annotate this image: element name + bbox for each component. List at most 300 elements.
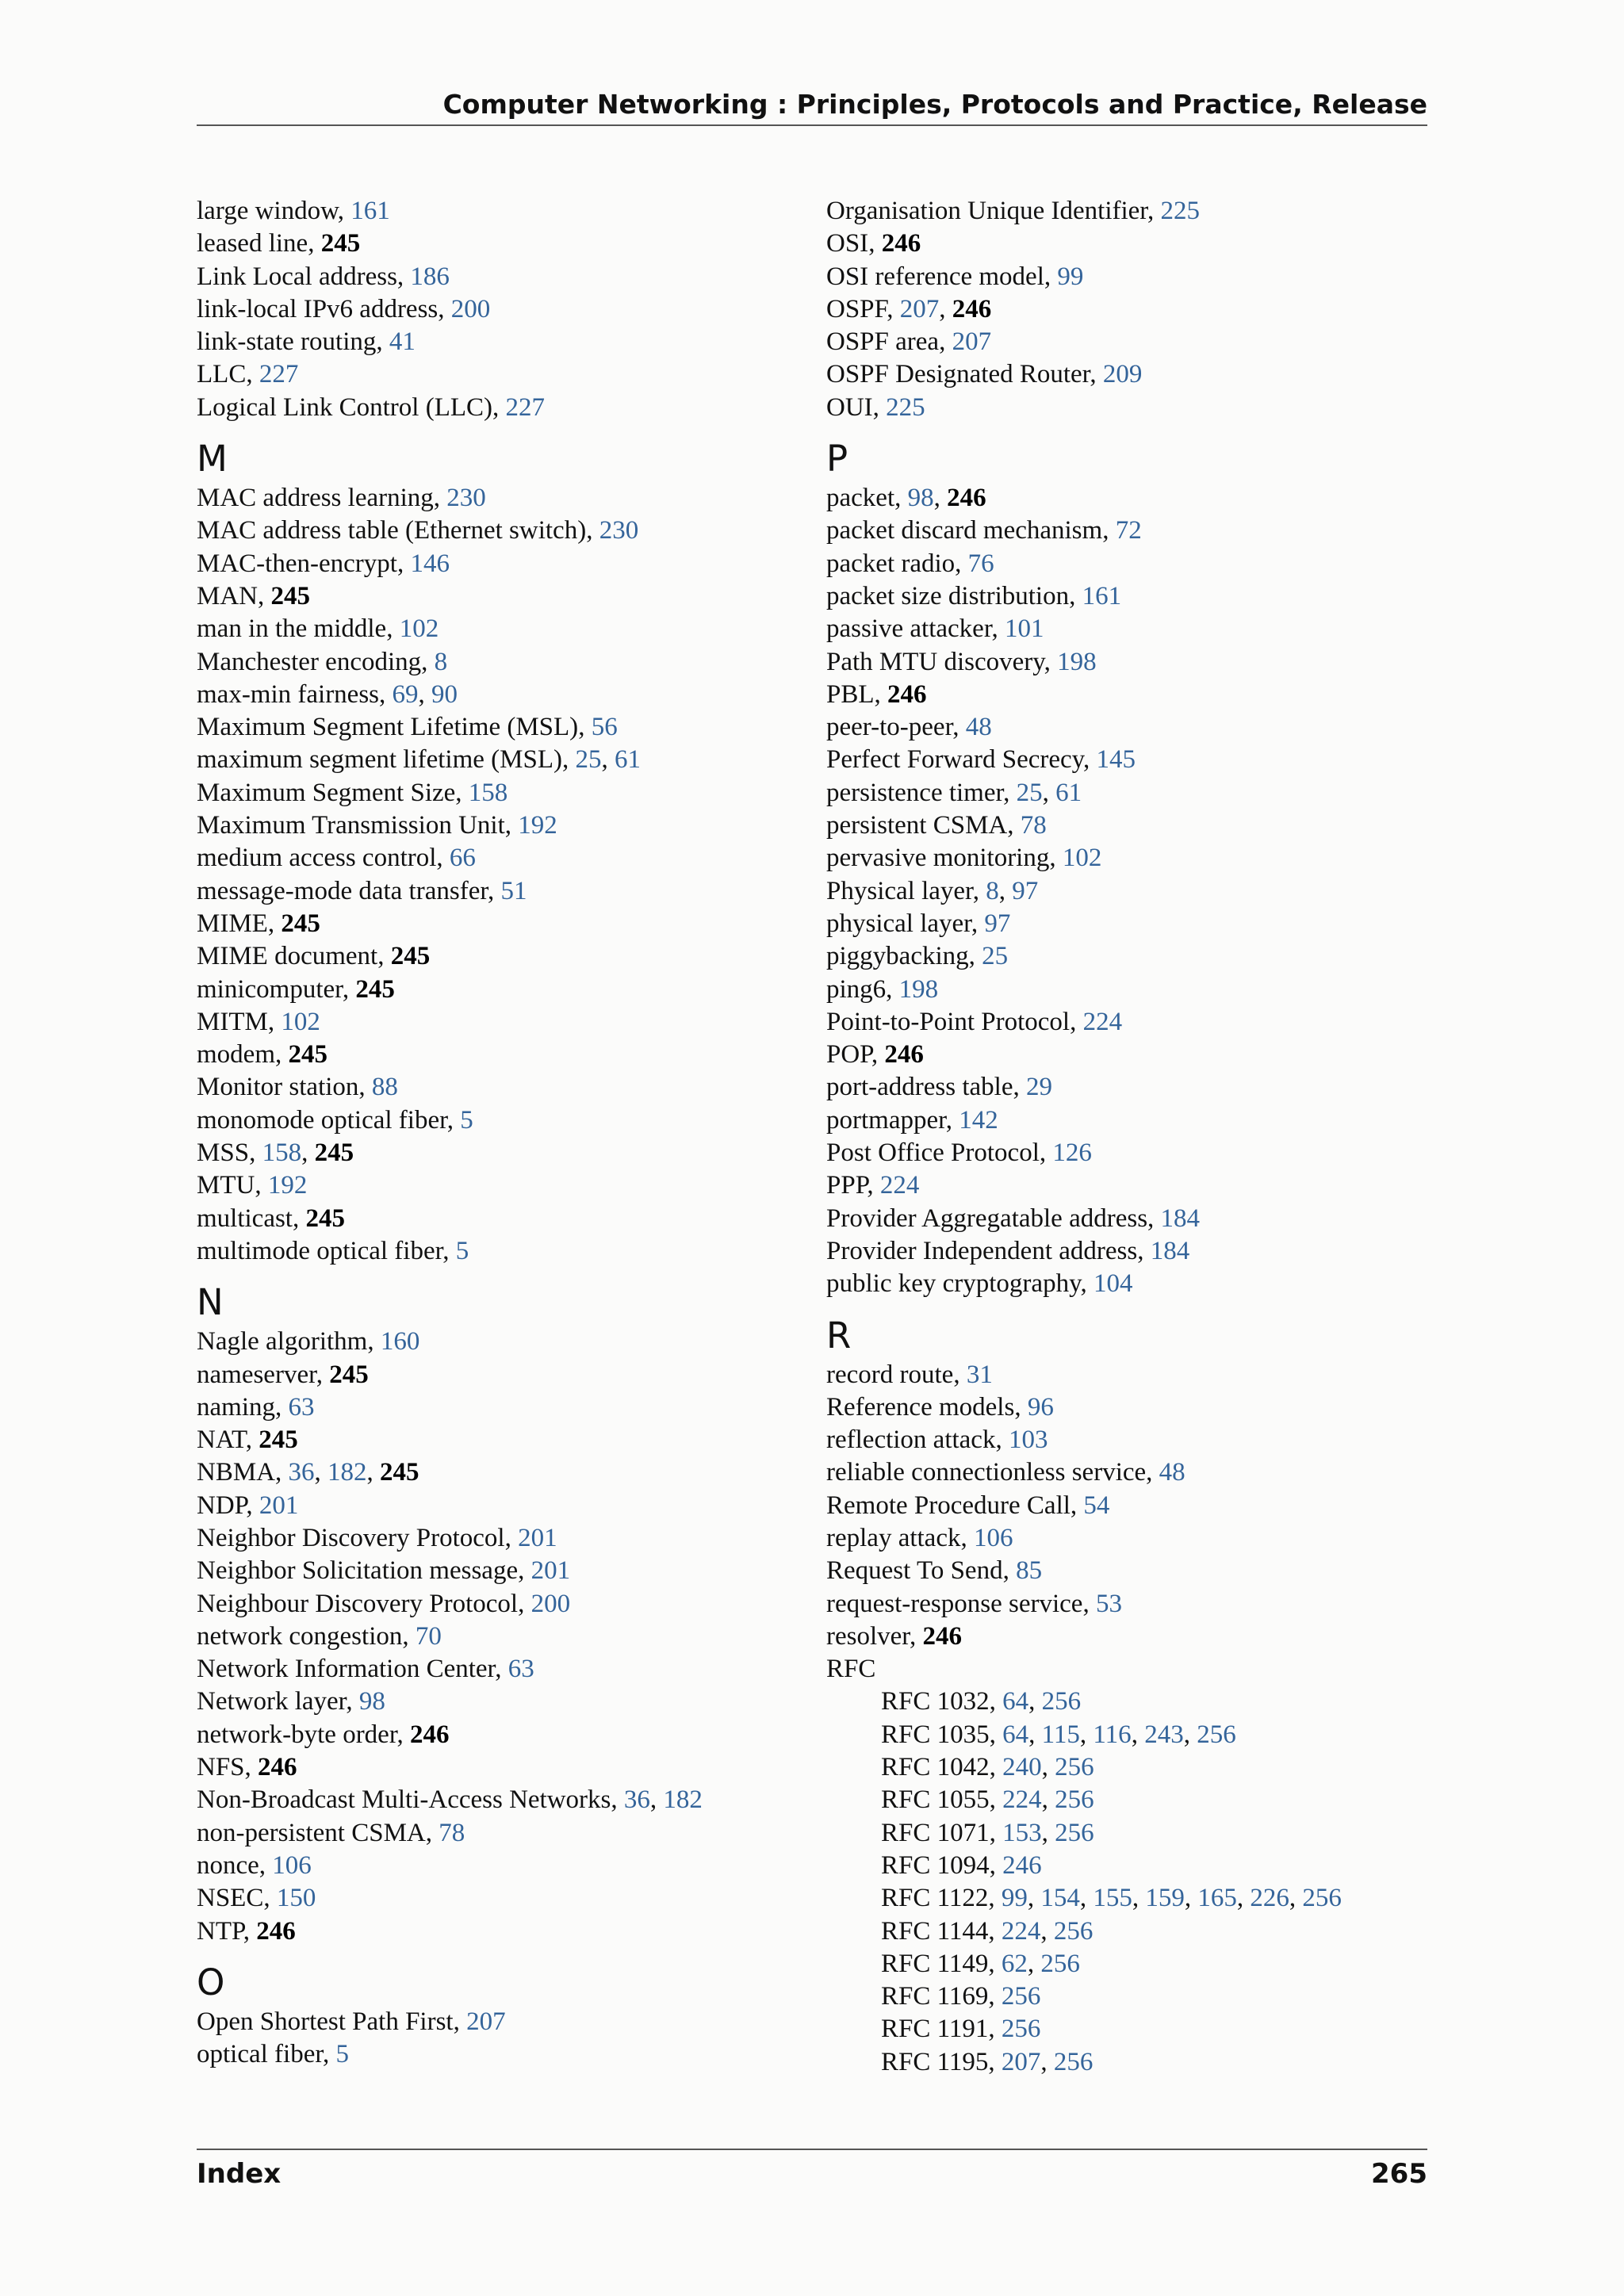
index-entry: physical layer, 97	[826, 909, 1011, 938]
index-term: link-local IPv6 address	[197, 294, 439, 323]
page-reference-link[interactable]: 5	[335, 2040, 350, 2069]
index-term: optical fiber	[197, 2040, 324, 2069]
page-reference-link[interactable]: 165	[1197, 1884, 1237, 1913]
page-reference-link[interactable]: 154	[1040, 1884, 1080, 1913]
index-term: pervasive monitoring	[826, 844, 1050, 873]
index-entry: non-persistent CSMA, 78	[197, 1818, 465, 1847]
page-reference-link[interactable]: 97	[984, 909, 1011, 938]
index-letter-heading: P	[826, 438, 848, 480]
page-reference-link[interactable]: 225	[1160, 197, 1200, 225]
page-reference-link[interactable]: 224	[1082, 1007, 1123, 1036]
index-term: Perfect Forward Secrecy	[826, 745, 1084, 775]
index-term: packet discard mechanism	[826, 516, 1103, 545]
index-term: OSPF	[826, 294, 887, 323]
index-entry: Provider Aggregatable address, 184	[826, 1203, 1201, 1233]
index-entry: Provider Independent address, 184	[826, 1236, 1190, 1265]
index-term: RFC 1032	[881, 1687, 990, 1716]
index-term: Provider Aggregatable address	[826, 1203, 1148, 1233]
page-reference-link: 246	[884, 1040, 924, 1070]
page-reference-link[interactable]: 76	[967, 549, 994, 578]
index-term: Link Local address	[197, 262, 397, 291]
page-reference-link[interactable]: 186	[410, 262, 450, 291]
page-reference-link: 246	[922, 1621, 962, 1651]
page-reference-link: 245	[281, 909, 320, 938]
page-footer	[197, 2149, 1427, 2190]
index-entry: Link Local address, 186	[197, 262, 450, 291]
index-entry: Neighbor Discovery Protocol, 201	[197, 1523, 557, 1552]
page-reference-link[interactable]: 240	[1002, 1753, 1042, 1782]
page-reference-link: 245	[270, 581, 311, 610]
page-reference-link[interactable]: 126	[1052, 1138, 1092, 1168]
page-reference-link[interactable]: 200	[450, 294, 491, 323]
page-reference-link[interactable]: 201	[530, 1556, 571, 1586]
page-reference-link[interactable]: 99	[1057, 262, 1084, 291]
index-entry: POP, 246	[826, 1040, 924, 1070]
index-entry: nameserver, 245	[197, 1360, 369, 1389]
index-entry: NSEC, 150	[197, 1884, 316, 1913]
index-entry: network congestion, 70	[197, 1621, 442, 1651]
index-term: RFC 1042	[881, 1753, 990, 1782]
page-reference-link[interactable]: 256	[1055, 1818, 1094, 1847]
index-entry: Reference models, 96	[826, 1392, 1054, 1422]
index-entry: MIME, 245	[197, 909, 320, 938]
index-term: RFC 1169	[881, 1982, 989, 2011]
index-term: replay attack	[826, 1523, 961, 1552]
index-subentry: RFC 1122, 99, 154, 155, 159, 165, 226, 256	[881, 1884, 1342, 1913]
index-term: Request To Send	[826, 1556, 1003, 1586]
index-entry: multicast, 245	[197, 1203, 345, 1233]
index-term: Remote Procedure Call	[826, 1490, 1071, 1520]
index-term: RFC 1035	[881, 1720, 990, 1749]
index-term: Nagle algorithm	[197, 1327, 368, 1357]
page-reference-link[interactable]: 198	[898, 974, 939, 1004]
index-term: packet radio	[826, 549, 956, 578]
page-reference-link[interactable]: 72	[1115, 516, 1142, 545]
index-term: Post Office Protocol	[826, 1138, 1040, 1168]
index-entry: Logical Link Control (LLC), 227	[197, 392, 546, 422]
index-term: naming	[197, 1392, 275, 1422]
index-entry: max-min fairness, 69, 90	[197, 679, 458, 709]
page-reference-link[interactable]: 150	[276, 1884, 316, 1913]
index-term: NBMA	[197, 1458, 276, 1487]
index-term: MITM	[197, 1007, 268, 1036]
index-term: RFC 1191	[881, 2015, 989, 2044]
page-reference-link[interactable]: 69	[392, 679, 419, 709]
index-term: medium access control	[197, 844, 437, 873]
index-entry: NDP, 201	[197, 1490, 299, 1520]
index-term: leased line	[197, 229, 308, 258]
page-reference-link[interactable]: 207	[466, 2007, 506, 2036]
index-term: maximum segment lifetime (MSL)	[197, 745, 563, 775]
index-term: record route	[826, 1360, 954, 1389]
index-term: packet	[826, 484, 895, 513]
index-entry: persistent CSMA, 78	[826, 811, 1047, 840]
index-entry: Path MTU discovery, 198	[826, 647, 1097, 676]
page-reference-link: 245	[314, 1138, 354, 1168]
page-reference-link[interactable]: 102	[281, 1007, 320, 1036]
page-reference-link[interactable]: 256	[1040, 1949, 1080, 1978]
index-entry: naming, 63	[197, 1392, 315, 1422]
page-reference-link[interactable]: 243	[1144, 1720, 1184, 1749]
page-reference-link: 246	[258, 1753, 297, 1782]
index-term: RFC 1071	[881, 1818, 990, 1847]
page-reference-link[interactable]: 224	[1002, 1785, 1042, 1815]
index-term: nameserver	[197, 1360, 316, 1389]
page-reference-link[interactable]: 256	[1001, 2015, 1041, 2044]
page-reference-link[interactable]: 98	[907, 484, 934, 513]
index-term: RFC 1149	[881, 1949, 989, 1978]
page-reference-link[interactable]: 153	[1002, 1818, 1042, 1847]
page-reference-link[interactable]: 192	[518, 811, 557, 840]
page-reference-link[interactable]: 182	[663, 1785, 703, 1815]
page-reference-link[interactable]: 256	[1041, 1687, 1082, 1716]
page-reference-link: 245	[355, 974, 395, 1004]
index-term: Path MTU discovery	[826, 647, 1044, 676]
page-reference-link: 245	[329, 1360, 369, 1389]
index-term: Maximum Segment Lifetime (MSL)	[197, 713, 579, 742]
index-entry: monomode optical fiber, 5	[197, 1105, 473, 1135]
index-entry	[826, 1653, 1429, 1686]
index-entry: multimode optical fiber, 5	[197, 1236, 469, 1265]
index-entry: record route, 31	[826, 1360, 993, 1389]
index-entry: Non-Broadcast Multi-Access Networks, 36, 182	[197, 1785, 703, 1815]
index-entry: MAC-then-encrypt, 146	[197, 549, 450, 578]
page-reference-link[interactable]: 227	[505, 392, 546, 422]
index-term: max-min fairness	[197, 679, 380, 709]
index-term: Open Shortest Path First	[197, 2007, 454, 2036]
page-reference-link[interactable]: 192	[267, 1171, 308, 1200]
page-reference-link[interactable]: 256	[1197, 1720, 1236, 1749]
index-entry: man in the middle, 102	[197, 614, 439, 644]
index-term: RFC 1122	[881, 1884, 989, 1913]
page-reference-link[interactable]: 198	[1057, 647, 1097, 676]
index-subentry: RFC 1195, 207, 256	[881, 2047, 1094, 2076]
index-term: OSPF Designated Router	[826, 360, 1090, 389]
index-entry: reflection attack, 103	[826, 1425, 1048, 1455]
index-term: LLC	[197, 360, 247, 389]
index-entry: ping6, 198	[826, 974, 939, 1004]
index-term: request-response service	[826, 1589, 1083, 1618]
page-reference-link[interactable]: 64	[1002, 1687, 1029, 1716]
index-term: MAC address learning	[197, 484, 434, 513]
page-reference-link[interactable]: 207	[1001, 2047, 1041, 2076]
page-reference-link[interactable]: 161	[1082, 581, 1122, 610]
index-entry: pervasive monitoring, 102	[826, 844, 1102, 873]
index-entry: passive attacker, 101	[826, 614, 1044, 644]
page-reference-link[interactable]: 182	[327, 1458, 367, 1487]
page-reference-link[interactable]: 256	[1001, 1982, 1041, 2011]
index-term: nonce	[197, 1850, 259, 1880]
index-entry: Organisation Unique Identifier, 225	[826, 197, 1200, 225]
index-subentry: RFC 1094, 246	[881, 1850, 1042, 1880]
index-entry: port-address table, 29	[826, 1073, 1052, 1102]
page-reference-link[interactable]: 102	[399, 614, 439, 644]
page-reference-link[interactable]: 63	[508, 1655, 534, 1684]
index-term: NDP	[197, 1490, 247, 1520]
page-reference-link[interactable]: 96	[1027, 1392, 1054, 1422]
index-entry: Physical layer, 8, 97	[826, 876, 1039, 905]
index-entry: nonce, 106	[197, 1850, 312, 1880]
index-entry: packet, 98, 246	[826, 484, 986, 513]
page-reference-link[interactable]: 56	[591, 713, 618, 742]
page-reference-link[interactable]: 88	[371, 1073, 398, 1102]
index-entry: MSS, 158, 245	[197, 1138, 354, 1168]
page-reference-link[interactable]: 78	[1020, 811, 1047, 840]
index-letter-heading: N	[197, 1281, 224, 1324]
page-reference-link[interactable]: 64	[1002, 1720, 1029, 1749]
page-reference-link[interactable]: 36	[623, 1785, 650, 1815]
page-reference-link[interactable]: 246	[1002, 1850, 1042, 1880]
index-subentry: RFC 1055, 224, 256	[881, 1785, 1094, 1815]
page-reference-link: 246	[881, 229, 921, 258]
page-reference-link[interactable]: 85	[1016, 1556, 1043, 1586]
page-reference-link[interactable]: 256	[1053, 1916, 1094, 1946]
page-reference-link[interactable]: 116	[1093, 1720, 1132, 1749]
page-reference-link[interactable]: 184	[1150, 1236, 1190, 1265]
page-reference-link[interactable]: 158	[262, 1138, 302, 1168]
index-term: OSPF area	[826, 327, 940, 357]
page-reference-link[interactable]: 161	[350, 197, 390, 225]
page-reference-link[interactable]: 207	[952, 327, 992, 357]
index-entry: maximum segment lifetime (MSL), 25, 61	[197, 745, 642, 775]
page-reference-link: 246	[887, 679, 927, 709]
index-term: multicast	[197, 1203, 293, 1233]
page-reference-link[interactable]: 102	[1062, 844, 1102, 873]
page-reference-link[interactable]: 106	[973, 1523, 1013, 1552]
page-reference-link[interactable]: 70	[415, 1621, 442, 1651]
index-term: PBL	[826, 679, 875, 709]
page-reference-link[interactable]: 224	[879, 1171, 920, 1200]
page-reference-link[interactable]: 225	[886, 392, 925, 422]
index-term: non-persistent CSMA	[197, 1818, 426, 1847]
index-term: ping6	[826, 974, 887, 1004]
index-term: MIME	[197, 909, 268, 938]
page-reference-link[interactable]: 201	[259, 1490, 299, 1520]
index-entry: PBL, 246	[826, 679, 927, 709]
index-term: large window	[197, 197, 338, 225]
index-term: MAC address table (Ethernet switch)	[197, 516, 587, 545]
index-entry: LLC, 227	[197, 360, 299, 389]
page-reference-link[interactable]: 61	[615, 745, 642, 775]
index-letter-heading: O	[197, 1961, 225, 2003]
page-reference-link[interactable]: 230	[599, 516, 639, 545]
page-reference-link: 245	[288, 1040, 327, 1070]
page-reference-link[interactable]: 25	[1016, 778, 1043, 807]
page-reference-link[interactable]: 146	[410, 549, 450, 578]
index-entry: resolver, 246	[826, 1621, 962, 1651]
page-reference-link[interactable]: 227	[259, 360, 299, 389]
page-reference-link[interactable]: 54	[1083, 1490, 1110, 1520]
page-reference-link[interactable]: 8	[434, 647, 448, 676]
index-subentry: RFC 1035, 64, 115, 116, 243, 256	[881, 1720, 1236, 1749]
index-entry: Point-to-Point Protocol, 224	[826, 1007, 1123, 1036]
index-entry: NAT, 245	[197, 1425, 298, 1455]
index-entry: packet size distribution, 161	[826, 581, 1122, 610]
index-term: minicomputer	[197, 974, 343, 1004]
footer-section-label: Index	[197, 2158, 282, 2190]
page-reference-link[interactable]: 155	[1093, 1884, 1132, 1913]
index-entry: medium access control, 66	[197, 844, 476, 873]
index-entry: packet discard mechanism, 72	[826, 516, 1142, 545]
index-entry: reliable connectionless service, 48	[826, 1458, 1185, 1487]
index-entry: replay attack, 106	[826, 1523, 1013, 1552]
index-subentry: RFC 1191, 256	[881, 2015, 1041, 2044]
index-entry: Monitor station, 88	[197, 1073, 398, 1102]
index-term: network-byte order	[197, 1720, 397, 1749]
page-reference-link[interactable]: 41	[389, 327, 416, 357]
page-reference-link[interactable]: 31	[966, 1360, 993, 1389]
page-reference-link[interactable]: 160	[380, 1327, 420, 1357]
index-term: RFC	[826, 1655, 876, 1684]
index-term: piggybacking	[826, 942, 969, 971]
index-subentry: RFC 1149, 62, 256	[881, 1949, 1080, 1978]
index-term: reliable connectionless service	[826, 1458, 1147, 1487]
page-reference-link[interactable]: 103	[1008, 1425, 1048, 1455]
index-entry: packet radio, 76	[826, 549, 994, 578]
page-reference-link[interactable]: 48	[965, 713, 992, 742]
index-entry: request-response service, 53	[826, 1589, 1122, 1618]
page-reference-link[interactable]: 230	[446, 484, 486, 513]
page-reference-link[interactable]: 48	[1159, 1458, 1185, 1487]
page-reference-link[interactable]: 256	[1055, 1785, 1094, 1815]
page-reference-link[interactable]: 200	[530, 1589, 571, 1618]
index-entry: Neighbor Solicitation message, 201	[197, 1556, 571, 1586]
index-subentry: RFC 1042, 240, 256	[881, 1753, 1094, 1782]
index-entry: persistence timer, 25, 61	[826, 778, 1082, 807]
index-term: reflection attack	[826, 1425, 996, 1455]
page-reference-link[interactable]: 25	[575, 745, 602, 775]
index-entry: OUI, 225	[826, 392, 925, 422]
index-term: passive attacker	[826, 614, 992, 644]
page-reference-link[interactable]: 5	[460, 1105, 473, 1135]
index-entry: Neighbour Discovery Protocol, 200	[197, 1589, 571, 1618]
page-reference-link[interactable]: 98	[358, 1687, 385, 1716]
index-entry: message-mode data transfer, 51	[197, 876, 527, 905]
index-entry: Open Shortest Path First, 207	[197, 2007, 506, 2036]
page-reference-link[interactable]: 90	[431, 679, 458, 709]
index-term: packet size distribution	[826, 581, 1070, 610]
index-term: Reference models	[826, 1392, 1015, 1422]
index-entry: PPP, 224	[826, 1171, 920, 1200]
index-term: MSS	[197, 1138, 250, 1168]
index-column-right	[826, 195, 1429, 2079]
index-term: Point-to-Point Protocol	[826, 1007, 1071, 1036]
page-reference-link[interactable]: 97	[1012, 876, 1039, 905]
page-reference-link[interactable]: 207	[899, 294, 940, 323]
page-reference-link[interactable]: 63	[288, 1392, 315, 1422]
page-reference-link[interactable]: 66	[449, 844, 476, 873]
index-term: port-address table	[826, 1073, 1013, 1102]
index-term: MIME document	[197, 942, 378, 971]
page-reference-link[interactable]: 115	[1041, 1720, 1080, 1749]
index-entry: link-local IPv6 address, 200	[197, 294, 491, 323]
index-entry: NTP, 246	[197, 1916, 296, 1946]
page-reference-link[interactable]: 53	[1095, 1589, 1122, 1618]
index-letter-heading: M	[197, 438, 228, 480]
index-entry: Maximum Transmission Unit, 192	[197, 811, 557, 840]
index-term: message-mode data transfer	[197, 876, 488, 905]
page-reference-link[interactable]: 256	[1302, 1884, 1342, 1913]
page-reference-link[interactable]: 29	[1026, 1073, 1052, 1102]
page-reference-link: 246	[410, 1720, 450, 1749]
index-entry: Post Office Protocol, 126	[826, 1138, 1092, 1168]
index-entry: OSI, 246	[826, 229, 921, 258]
index-entry: MTU, 192	[197, 1171, 308, 1200]
index-term: RFC 1055	[881, 1785, 990, 1815]
page-reference-link[interactable]: 256	[1055, 1753, 1094, 1782]
page-reference-link[interactable]: 101	[1005, 614, 1044, 644]
index-term: OUI	[826, 392, 873, 422]
page-reference-link[interactable]: 5	[455, 1236, 469, 1265]
index-subentry: RFC 1032, 64, 256	[881, 1687, 1082, 1716]
page-reference-link[interactable]: 142	[959, 1105, 998, 1135]
index-entry: large window, 161	[197, 197, 390, 225]
index-entry: Request To Send, 85	[826, 1556, 1043, 1586]
index-entry: Perfect Forward Secrecy, 145	[826, 745, 1136, 775]
index-term: OSI reference model	[826, 262, 1044, 291]
index-term: multimode optical fiber	[197, 1236, 443, 1265]
index-entry: optical fiber, 5	[197, 2040, 350, 2069]
index-subentry: RFC 1071, 153, 256	[881, 1818, 1094, 1847]
index-term: resolver	[826, 1621, 910, 1651]
page-reference-link[interactable]: 209	[1102, 360, 1143, 389]
page-reference-link[interactable]: 145	[1096, 745, 1136, 775]
index-term: Network layer	[197, 1687, 347, 1716]
page-reference-link[interactable]: 104	[1093, 1269, 1133, 1299]
index-term: physical layer	[826, 909, 971, 938]
index-entry: OSPF area, 207	[826, 327, 992, 357]
page-reference-link[interactable]: 256	[1053, 2047, 1094, 2076]
index-term: Neighbour Discovery Protocol	[197, 1589, 519, 1618]
page-reference-link[interactable]: 61	[1055, 778, 1082, 807]
page-reference-link[interactable]: 224	[1001, 1916, 1041, 1946]
index-term: network congestion	[197, 1621, 403, 1651]
index-subentry: RFC 1144, 224, 256	[881, 1916, 1094, 1946]
index-term: NAT	[197, 1425, 246, 1455]
page-reference-link[interactable]: 51	[500, 876, 527, 905]
index-entry: Remote Procedure Call, 54	[826, 1490, 1110, 1520]
page-reference-link[interactable]: 106	[272, 1850, 312, 1880]
index-term: Organisation Unique Identifier	[826, 197, 1147, 225]
index-term: Provider Independent address	[826, 1236, 1138, 1265]
index-entry: MAN, 245	[197, 581, 311, 610]
page-reference-link[interactable]: 184	[1160, 1203, 1201, 1233]
page-reference-link[interactable]: 62	[1001, 1949, 1028, 1978]
index-entry: NFS, 246	[197, 1753, 297, 1782]
page-reference-link: 245	[320, 229, 361, 258]
page-reference-link[interactable]: 36	[288, 1458, 315, 1487]
page-reference-link[interactable]: 159	[1145, 1884, 1185, 1913]
index-subentry: RFC 1169, 256	[881, 1982, 1041, 2011]
index-term: Maximum Segment Size	[197, 778, 456, 807]
page-reference-link[interactable]: 226	[1250, 1884, 1289, 1913]
page-reference-link[interactable]: 8	[986, 876, 999, 905]
page-reference-link[interactable]: 78	[439, 1818, 465, 1847]
page-reference-link[interactable]: 25	[982, 942, 1009, 971]
index-entry: Network layer, 98	[197, 1687, 385, 1716]
index-term: link-state routing	[197, 327, 377, 357]
index-term: POP	[826, 1040, 871, 1070]
page-reference-link[interactable]: 158	[468, 778, 508, 807]
index-entry: MITM, 102	[197, 1007, 320, 1036]
page-reference-link[interactable]: 99	[1001, 1884, 1028, 1913]
index-term: Physical layer	[826, 876, 973, 905]
page-reference-link[interactable]: 201	[518, 1523, 557, 1552]
index-entry: piggybacking, 25	[826, 942, 1009, 971]
index-term: peer-to-peer	[826, 713, 953, 742]
index-entry: Maximum Segment Lifetime (MSL), 56	[197, 713, 618, 742]
index-term: Logical Link Control (LLC)	[197, 392, 493, 422]
